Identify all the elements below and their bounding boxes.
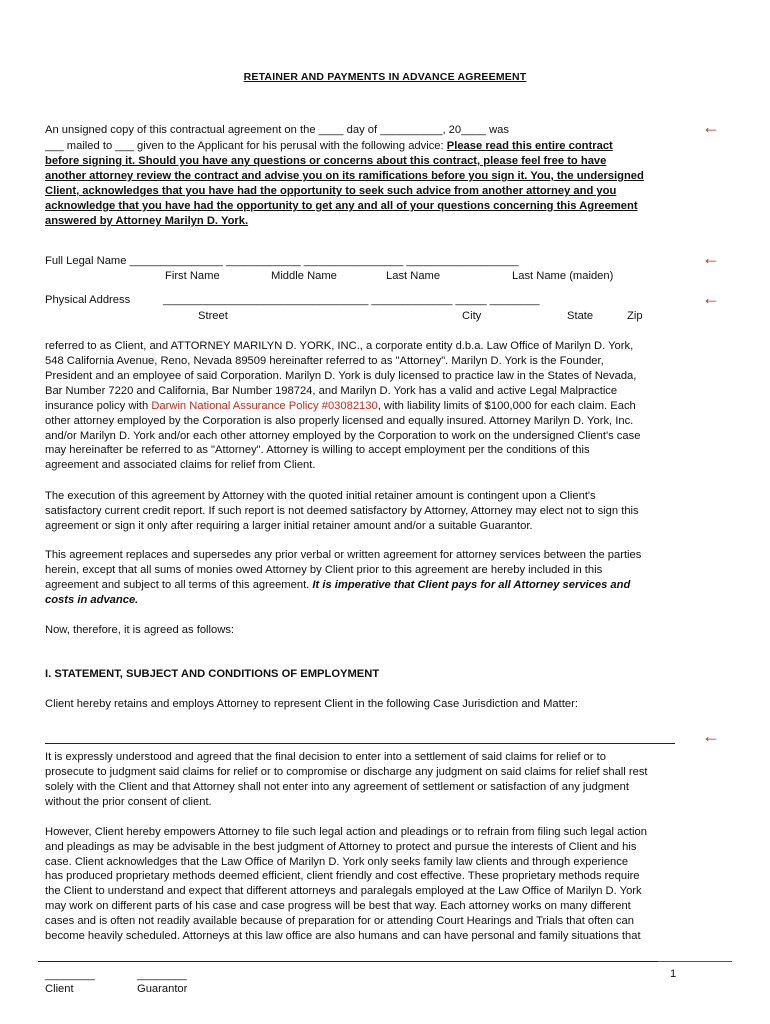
footer-rule-red (658, 961, 732, 962)
p1-line-1: referred to as Client, and ATTORNEY MARILYN D. YORK, INC., a corporate entity d.b.a. Law Office of Marilyn D. York, (45, 340, 634, 352)
middle-name-label: Middle Name (271, 270, 337, 282)
p1-line-3: President and an employee of said Corporation. Marilyn D. York is duly licensed to practice law in the States of Nevada, (45, 370, 637, 382)
p3-line-3b: It is imperative that Client pays for all Attorney services and (312, 579, 631, 591)
last-name-label: Last Name (386, 270, 441, 282)
p3-line-2: herein, except that all sums of monies owed Attorney by Client prior to this agreement are hereby included in this (45, 564, 603, 576)
p2-line-2: satisfactory current credit report. If such report is not deemed satisfactory by Attorney, Attorney may elect not to sign this (45, 505, 639, 517)
client-initials-blank[interactable]: ________ (45, 969, 95, 981)
city-label: City (462, 310, 482, 322)
footer-rule (38, 961, 658, 962)
p3-line-1: This agreement replaces and supersedes any prior verbal or written agreement for attorney services between the parties (45, 549, 642, 561)
p1-line-5 (45, 399, 636, 413)
state-label: State (567, 310, 594, 322)
p3-line-4: costs in advance. (45, 594, 139, 606)
p1-line-8: may hereinafter be referred to as "Attorney". Attorney is willing to accept employment per the conditions of this (45, 444, 590, 456)
zip-label: Zip (627, 310, 643, 322)
arrow-left-icon: ← (702, 726, 720, 746)
p1-line-4: Bar Number 7220 and California, Bar Number 198724, and Marilyn D. York has a valid and active Legal Malpractice (45, 385, 618, 397)
page-number: 1 (670, 968, 677, 980)
client-label: Client (45, 983, 74, 995)
p3-line-3 (45, 578, 630, 592)
intro-line-2b: Please read this entire contract (446, 140, 613, 152)
full-legal-name-line: Full Legal Name _______________ ____________ ________________ __________________ (45, 255, 519, 267)
s1p3-line-8: become heavily scheduled. Attorneys at this law office are also humans and can have personal and family situations that (45, 930, 641, 942)
p1-line-5a: insurance policy with (45, 400, 152, 412)
intro-line-3: before signing it. Should you have any questions or concerns about this contract, please feel free to have (45, 155, 607, 167)
intro-line-2a: ___ mailed to ___ given to the Applicant for his perusal with the following advice: (45, 140, 447, 152)
section-1-heading: I. STATEMENT, SUBJECT AND CONDITIONS OF EMPLOYMENT (45, 668, 380, 680)
arrow-left-icon: ← (702, 248, 720, 268)
now-therefore-line: Now, therefore, it is agreed as follows: (45, 624, 235, 636)
street-label: Street (198, 310, 228, 322)
intro-line-5: Client, acknowledges that you have had the opportunity to seek such advice from another attorney and you (45, 185, 617, 197)
intro-line-6: acknowledge that you have had the opportunity to get any and all of your questions concerning this Agreement (45, 200, 638, 212)
s1p3-line-3: case. Client acknowledges that the Law Office of Marilyn D. York only seeks family law clients and through experience (45, 856, 629, 868)
s1p3-line-6: may work on different parts of his case and case progress will be best that way. Each attorney works on many different (45, 900, 631, 912)
p1-line-7: and/or Marilyn D. York and/or each other attorney employed by the Corporation to work on the undersigned Client's case (45, 430, 641, 442)
insurance-policy-number: Darwin National Assurance Policy #03082130 (151, 400, 378, 412)
guarantor-initials-blank[interactable]: ________ (137, 969, 187, 981)
physical-address-label: Physical Address (45, 294, 131, 306)
case-matter-blank-line[interactable] (45, 743, 675, 744)
section-1-intro: Client hereby retains and employs Attorney to represent Client in the following Case Jurisdiction and Matter: (45, 698, 578, 710)
s1p2-line-2: prosecute to judgment said claims for relief or to compromise or discharge any judgment on said claims for relief shall rest (45, 766, 648, 778)
s1p3-line-2: and pleadings as may be advisable in the best judgment of Attorney to protect and pursue the interests of Client and his (45, 841, 637, 853)
s1p2-line-4: without the prior consent of client. (45, 796, 212, 808)
intro-line-4: another attorney review the contract and advise you on its ramifications before you sign it. You, the undersigned (45, 170, 644, 182)
p2-line-3: agreement or sign it only after requiring a larger initial retainer amount and/or a suitable Guarantor. (45, 520, 533, 532)
intro-line-2 (45, 139, 613, 153)
intro-line-1: An unsigned copy of this contractual agreement on the ____ day of __________, 20____ was (45, 124, 509, 136)
guarantor-label: Guarantor (137, 983, 188, 995)
s1p3-line-4: has produced proprietary methods deemed efficient, client friendly and cost effective. These proprietary methods require (45, 870, 640, 882)
s1p3-line-1: However, Client hereby empowers Attorney to file such legal action and pleadings or to refrain from filing such legal action (45, 826, 647, 838)
intro-line-7: answered by Attorney Marilyn D. York. (45, 215, 249, 227)
s1p3-line-5: the Client to understand and expect that different attorneys and paralegals employed at the Law Office of Marilyn D. York (45, 885, 642, 897)
p1-line-6: other attorney employed by the Corporation is also properly licensed and equally insured. Attorney Marilyn D. York, Inc. (45, 415, 634, 427)
s1p3-line-7: cases and is often not readily available because of preparation for or attending Court Hearings and Trials that often can (45, 915, 634, 927)
p1-line-9: agreement and associated claims for relief from Client. (45, 459, 316, 471)
first-name-label: First Name (165, 270, 220, 282)
s1p2-line-3: solely with the Client and that Attorney shall not enter into any agreement of settlement or satisfaction of any judgment (45, 781, 629, 793)
maiden-name-label: Last Name (maiden) (512, 270, 614, 282)
p2-line-1: The execution of this agreement by Attorney with the quoted initial retainer amount is contingent upon a Client's (45, 490, 596, 502)
p1-line-5c: , with liability limits of $100,000 for each claim. Each (377, 400, 636, 412)
arrow-left-icon: ← (702, 288, 720, 308)
p1-line-2: 548 California Avenue, Reno, Nevada 89509 hereinafter referred to as "Attorney". Marilyn D. York is the Founder, (45, 355, 604, 367)
document-title: RETAINER AND PAYMENTS IN ADVANCE AGREEMENT (243, 71, 527, 83)
arrow-left-icon: ← (702, 117, 720, 137)
s1p2-line-1: It is expressly understood and agreed that the final decision to enter into a settlement of said claims for relief or to (45, 751, 606, 763)
physical-address-blanks: _________________________________ _____________ _____ ________ (163, 294, 540, 306)
p3-line-3a: agreement and subject to all terms of this agreement. (45, 579, 313, 591)
